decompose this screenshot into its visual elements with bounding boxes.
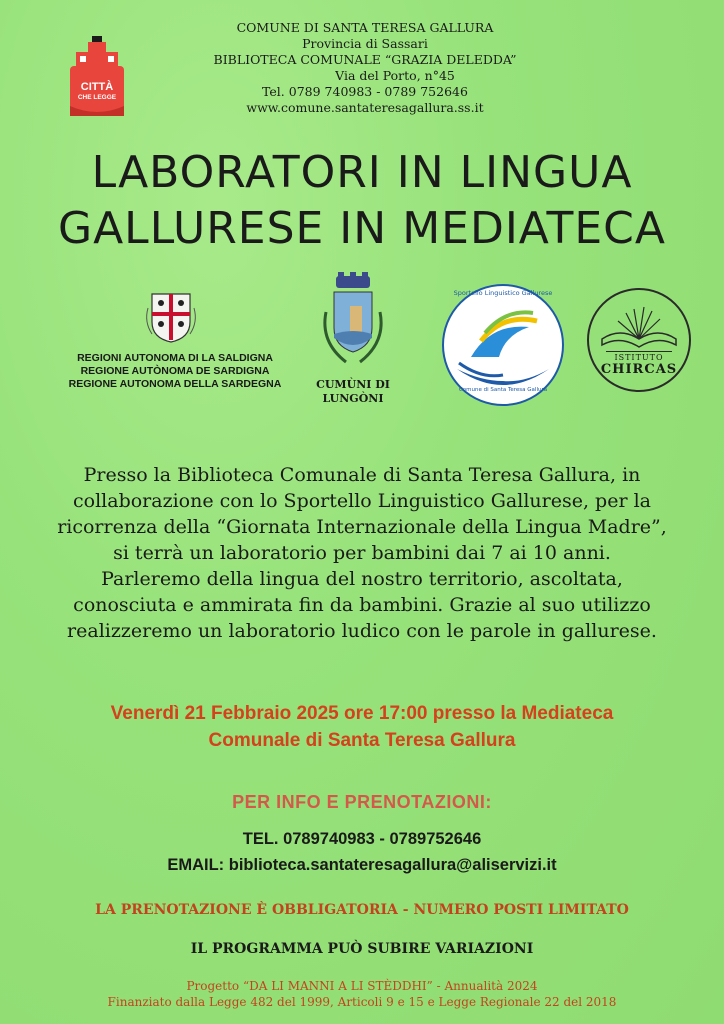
four-moors-shield-icon [142, 288, 200, 346]
body-line: ricorrenza della “Giornata Internazionale della Lingua Madre”, [57, 516, 667, 538]
phone-numbers[interactable]: TEL. 0789740983 - 0789752646 [242, 830, 482, 848]
sardinia-region-emblem [142, 288, 200, 346]
header-line1: COMUNE DI SANTA TERESA GALLURA [236, 20, 494, 35]
variations-notice: IL PROGRAMMA PUÒ SUBIRE VARIAZIONI [190, 941, 534, 957]
body-line: Parleremo della lingua del nostro territorio, ascoltata, [101, 568, 623, 590]
email-address[interactable]: EMAIL: biblioteca.santateresagallura@aliservizi.it [167, 856, 557, 874]
logo-line1: CITTÀ [80, 81, 114, 93]
municipality-header [200, 20, 530, 116]
sardinia-region-label [55, 352, 295, 391]
project-footer [0, 978, 724, 1010]
citta-che-legge-logo [66, 36, 128, 116]
ras-line3: REGIONE AUTONOMA DELLA SARDEGNA [68, 378, 282, 390]
istituto-chircas-logo [586, 287, 692, 393]
logo-line2: CHE LEGGE [77, 94, 117, 101]
body-line: Presso la Biblioteca Comunale di Santa Teresa Gallura, in [83, 464, 641, 486]
funding-line: Finanziato dalla Legge 482 del 1999, Articoli 9 e 15 e Legge Regionale 22 del 2018 [107, 995, 617, 1009]
lungoni-coat-of-arms [316, 272, 390, 374]
body-line: si terrà un laboratorio per bambini dai 7 ai 10 anni. [113, 542, 611, 564]
sportello-bottom-text: Comune di Santa Teresa Gallura [458, 387, 548, 393]
body-line: collaborazione con lo Sportello Linguistico Gallurese, per la [73, 490, 651, 512]
page-title [0, 145, 724, 257]
chircas-line2: CHIRCAS [600, 362, 678, 377]
book-tower-icon [66, 36, 128, 116]
header-line3: BIBLIOTECA COMUNALE “GRAZIA DELEDDA” [213, 52, 517, 67]
body-line: conosciuta e ammirata fin da bambini. Grazie al suo utilizzo [73, 594, 651, 616]
header-line2: Provincia di Sassari [302, 36, 428, 51]
municipal-shield-icon [316, 272, 390, 374]
title-line2: GALLURESE IN MEDIATECA [57, 203, 666, 254]
ras-line1: REGIONI AUTONOMA DI LA SALDIGNA [77, 352, 273, 364]
header-phone: Tel. 0789 740983 - 0789 752646 [262, 84, 468, 99]
event-date-line: Venerdì 21 Febbraio 2025 ore 17:00 presso la Mediateca [110, 703, 614, 724]
header-website[interactable]: www.comune.santateresagallura.ss.it [246, 100, 484, 115]
event-location-line: Comunale di Santa Teresa Gallura [208, 730, 516, 751]
lungoni-line2: LUNGÒNI [322, 392, 384, 405]
header-address: Via del Porto, n°45 [335, 68, 455, 83]
chircas-line1: ISTITUTO [614, 353, 664, 362]
booking-notice: LA PRENOTAZIONE È OBBLIGATORIA - NUMERO POSTI LIMITATO [95, 902, 629, 918]
ras-line2: REGIONE AUTÒNOMA DE SARDIGNA [80, 365, 270, 377]
project-line: Progetto “DA LI MANNI A LI STÈDDHI” - Annualità 2024 [186, 979, 538, 993]
sportello-linguistico-logo [441, 283, 565, 407]
sportello-top-text: Sportello Linguistico Gallurese [453, 289, 553, 297]
description-paragraph [40, 462, 684, 644]
body-line: realizzeremo un laboratorio ludico con le parole in gallurese. [67, 620, 657, 642]
title-line1: LABORATORI IN LINGUA [91, 147, 633, 198]
open-book-circle-icon [586, 287, 692, 393]
event-details [40, 700, 684, 754]
lungoni-label [300, 378, 406, 406]
lungoni-line1: CUMÙNI DI [316, 378, 390, 391]
info-heading: PER INFO E PRENOTAZIONI: [232, 792, 492, 812]
